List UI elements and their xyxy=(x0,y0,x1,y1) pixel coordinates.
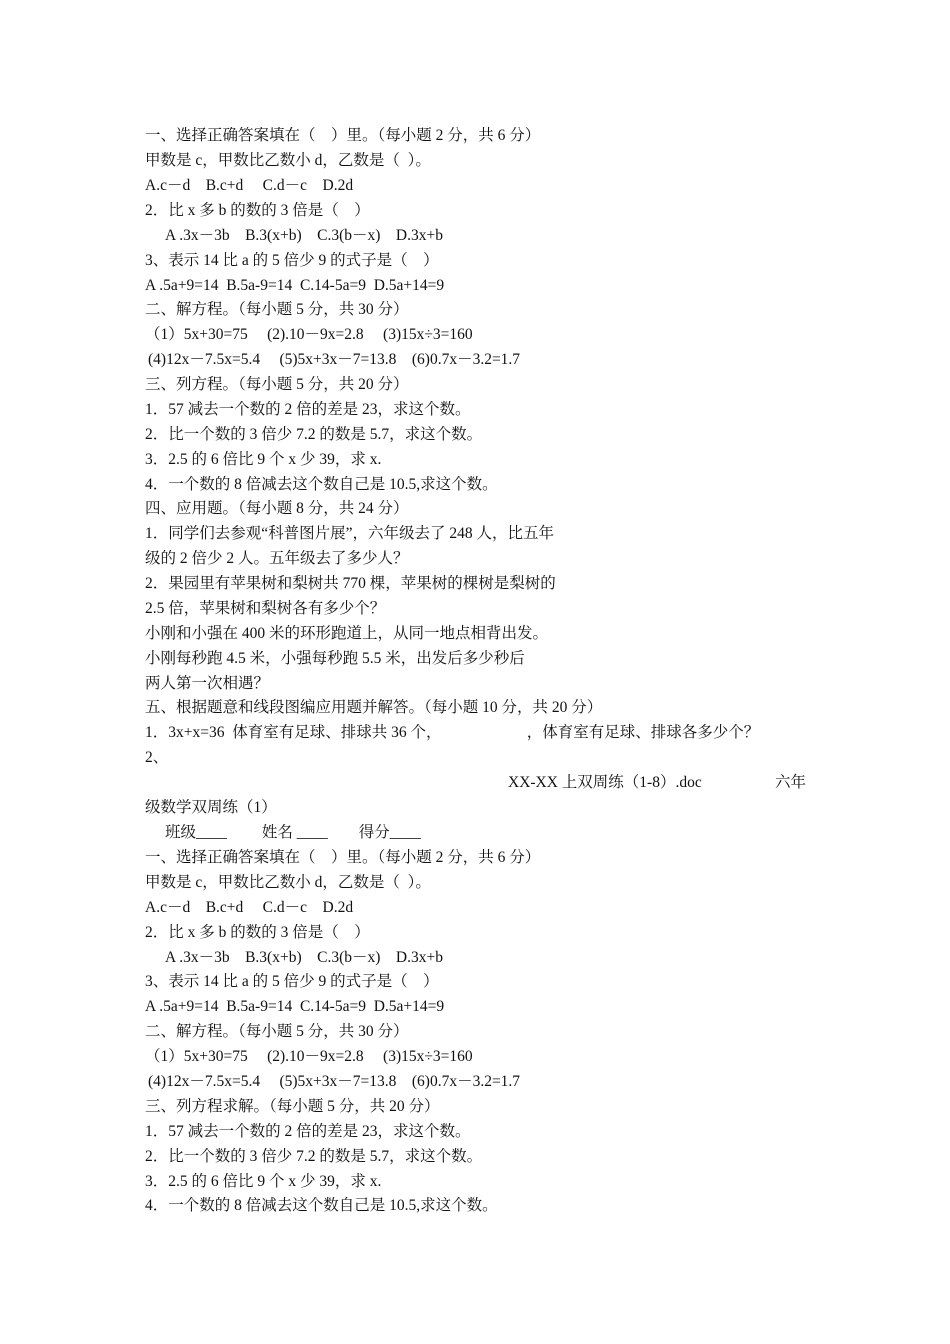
question-line: 1．57 减去一个数的 2 倍的差是 23，求这个数。 xyxy=(145,401,471,418)
section-5-heading: 五、根据题意和线段图编应用题并解答。（每小题 10 分，共 20 分） xyxy=(145,699,603,716)
worksheet-title: 级数学双周练（1） xyxy=(145,799,277,816)
file-name: XX-XX 上双周练（1-8）.doc xyxy=(508,774,702,791)
section-2-heading: 二、解方程。（每小题 5 分，共 30 分） xyxy=(145,1023,409,1040)
question-line: 1．同学们去参观“科普图片展”，六年级去了 248 人，比五年 xyxy=(145,525,555,542)
section-1-heading: 一、选择正确答案填在（ ）里。（每小题 2 分，共 6 分） xyxy=(145,127,541,144)
equation-line: (4)12x－7.5x=5.4 (5)5x+3x－7=13.8 (6)0.7x－3.2=1.7 xyxy=(148,1073,521,1090)
question-line: 2．比 x 多 b 的数的 3 倍是（ ） xyxy=(145,924,370,941)
options-line: A .3x－3b B.3(x+b) C.3(b－x) D.3x+b xyxy=(165,949,443,966)
question-line: 1．57 减去一个数的 2 倍的差是 23，求这个数。 xyxy=(145,1123,471,1140)
question-line: 2．比一个数的 3 倍少 7.2 的数是 5.7，求这个数。 xyxy=(145,426,483,443)
question-line: 3．2.5 的 6 倍比 9 个 x 少 39，求 x. xyxy=(145,1173,382,1190)
section-2-heading: 二、解方程。（每小题 5 分，共 30 分） xyxy=(145,301,409,318)
student-info-blanks: 班级____ 姓名 ____ 得分____ xyxy=(165,824,421,841)
question-line: 级的 2 倍少 2 人。五年级去了多少人？ xyxy=(145,550,409,567)
question-line: 3、表示 14 比 a 的 5 倍少 9 的式子是（ ） xyxy=(145,252,439,269)
question-line: 2.5 倍，苹果树和梨树各有多少个？ xyxy=(145,600,386,617)
question-line: 小刚和小强在 400 米的环形跑道上，从同一地点相背出发。 xyxy=(145,625,549,642)
options-line: A.c－d B.c+d C.d－c D.2d xyxy=(145,899,354,916)
question-line: 两人第一次相遇？ xyxy=(145,675,270,692)
section-3-heading: 三、列方程求解。（每小题 5 分，共 20 分） xyxy=(145,1098,440,1115)
question-line: 3．2.5 的 6 倍比 9 个 x 少 39，求 x. xyxy=(145,451,382,468)
question-line: 2．比一个数的 3 倍少 7.2 的数是 5.7，求这个数。 xyxy=(145,1148,483,1165)
question-line: 2．比 x 多 b 的数的 3 倍是（ ） xyxy=(145,202,370,219)
question-line: 4．一个数的 8 倍减去这个数自己是 10.5,求这个数。 xyxy=(145,476,498,493)
section-1-heading: 一、选择正确答案填在（ ）里。（每小题 2 分，共 6 分） xyxy=(145,849,541,866)
options-line: A .5a+9=14 B.5a-9=14 C.14-5a=9 D.5a+14=9 xyxy=(145,998,445,1015)
question-line: 甲数是 c，甲数比乙数小 d，乙数是（ ）。 xyxy=(145,152,431,169)
question-line: 3、表示 14 比 a 的 5 倍少 9 的式子是（ ） xyxy=(145,973,439,990)
grade-label-start: 六年 xyxy=(775,774,807,791)
options-line: A .5a+9=14 B.5a-9=14 C.14-5a=9 D.5a+14=9 xyxy=(145,277,445,294)
question-line: 2．果园里有苹果树和梨树共 770 棵，苹果树的棵树是梨树的 xyxy=(145,575,556,592)
options-line: A.c－d B.c+d C.d－c D.2d xyxy=(145,177,354,194)
equation-line: （1）5x+30=75 (2).10－9x=2.8 (3)15x÷3=160 xyxy=(145,326,473,343)
question-line: 1．3x+x=36 体育室有足球、排球共 36 个， ，体育室有足球、排球各多少个？ xyxy=(145,724,760,741)
section-3-heading: 三、列方程。（每小题 5 分，共 20 分） xyxy=(145,376,409,393)
equation-line: （1）5x+30=75 (2).10－9x=2.8 (3)15x÷3=160 xyxy=(145,1048,473,1065)
question-line: 小刚每秒跑 4.5 米，小强每秒跑 5.5 米，出发后多少秒后 xyxy=(145,650,525,667)
question-line: 4．一个数的 8 倍减去这个数自己是 10.5,求这个数。 xyxy=(145,1197,498,1214)
equation-line: (4)12x－7.5x=5.4 (5)5x+3x－7=13.8 (6)0.7x－3.2=1.7 xyxy=(148,351,521,368)
question-line: 2、 xyxy=(145,749,169,766)
section-4-heading: 四、应用题。（每小题 8 分，共 24 分） xyxy=(145,500,409,517)
question-line: 甲数是 c，甲数比乙数小 d，乙数是（ ）。 xyxy=(145,874,431,891)
options-line: A .3x－3b B.3(x+b) C.3(b－x) D.3x+b xyxy=(165,227,443,244)
